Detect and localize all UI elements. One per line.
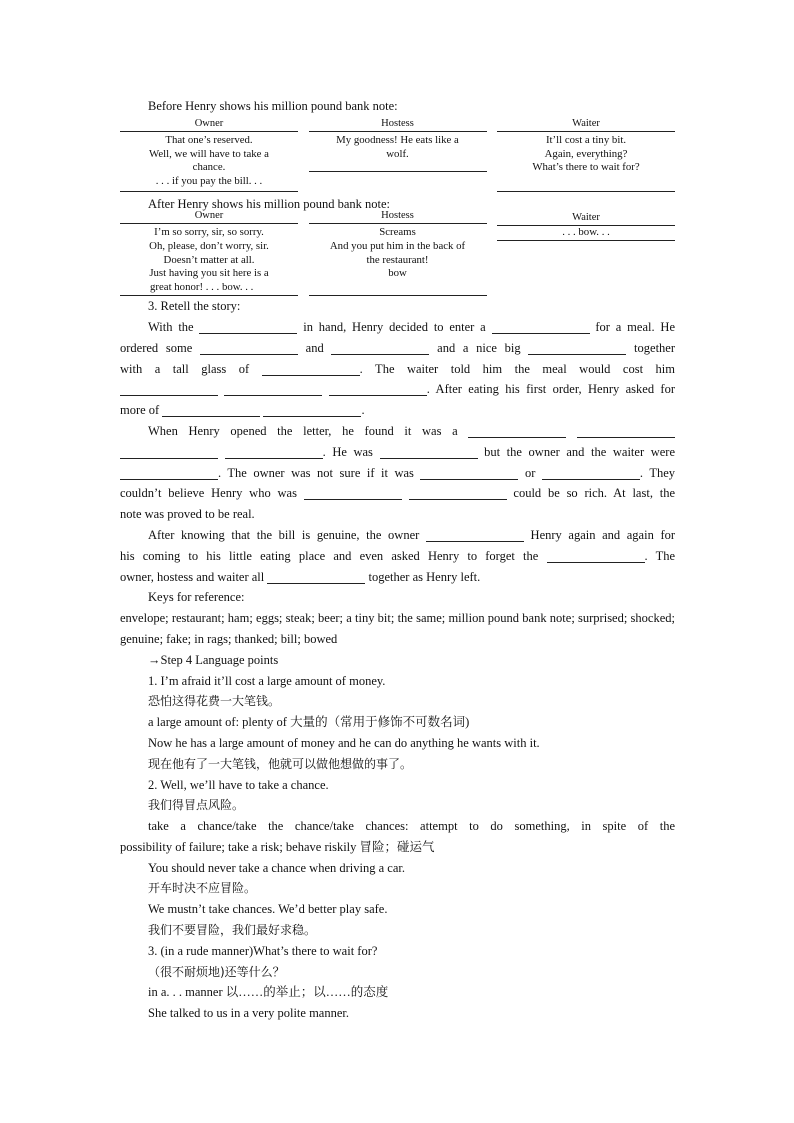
header-owner: Owner [194, 117, 224, 129]
after-waiter-line: . . . bow. . . [562, 225, 610, 238]
before-owner-col [120, 117, 298, 192]
rule [309, 171, 487, 172]
after-hostess-col [309, 209, 487, 296]
retell-line [120, 317, 675, 338]
retell-line [120, 525, 675, 546]
blank [547, 548, 645, 563]
before-waiter-line: What’s there to wait for? [532, 161, 640, 174]
header-hostess: Hostess [381, 209, 414, 221]
take-chance-def-2: possibility of failure; take a risk; behave riskily 冒险；碰运气 [120, 839, 435, 854]
after-owner-line: Doesn’t matter at all. [163, 253, 255, 266]
header-hostess: Hostess [381, 117, 414, 129]
blank [528, 340, 626, 355]
retell-line: note was proved to be real. [120, 507, 255, 522]
retell-text: . The owner was not sure if it was [218, 465, 414, 480]
header-waiter: Waiter [572, 117, 600, 129]
after-waiter-col [497, 209, 675, 296]
before-table [120, 117, 675, 192]
blank [329, 381, 427, 396]
before-waiter-col [497, 117, 675, 192]
step4-heading: →Step 4 Language points [148, 652, 279, 667]
before-hostess-col [309, 117, 487, 192]
rule [309, 295, 487, 296]
retell-text: together as Henry left. [368, 569, 481, 584]
retell-text: or [524, 465, 536, 480]
blank [426, 527, 524, 542]
blank [492, 319, 590, 334]
take-chance-def: take a chance/take the chance/take chances: attempt to do something, in spite of the [148, 819, 675, 834]
after-hostess-line: bow [388, 267, 407, 280]
before-owner-line: . . . if you pay the bill. . . [155, 175, 263, 188]
example-line: We mustn’t take chances. We’d better play safe. [148, 902, 388, 917]
blank [409, 485, 507, 500]
after-hostess-line: the restaurant! [366, 253, 429, 266]
example-line: in a. . . manner 以……的举止；以……的态度 [148, 985, 389, 1000]
blank [542, 465, 640, 480]
blank [420, 465, 518, 480]
header-owner: Owner [194, 209, 224, 221]
retell-line [120, 463, 675, 484]
retell-text: Henry again and again for [530, 527, 676, 542]
point-en: 2. Well, we’ll have to take a chance. [148, 777, 329, 792]
blank [263, 402, 361, 417]
retell-text: . After eating his first order, Henry asked for [426, 382, 676, 397]
retell-text: could be so rich. At last, the [513, 486, 676, 501]
before-owner-line: Well, we will have to take a [149, 147, 269, 160]
blank [199, 319, 297, 334]
before-hostess-line: wolf. [386, 147, 409, 160]
after-hostess-line: And you put him in the back of [329, 239, 466, 252]
retell-text: with a tall glass of [120, 361, 250, 376]
section-after-title: After Henry shows his million pound bank note: [148, 197, 390, 212]
blank [577, 423, 675, 438]
blank [267, 569, 365, 584]
retell-text: . The [644, 548, 675, 563]
blank [120, 444, 218, 459]
retell-text: . They [639, 465, 676, 480]
point-zh: 我们得冒点风险。 [148, 798, 245, 813]
retell-text: but the owner and the waiter were [484, 444, 675, 459]
retell-text: With the [148, 319, 194, 334]
retell-text: more of [120, 403, 160, 418]
blank [331, 340, 429, 355]
retell-text: When Henry opened the letter, he found it was a [148, 423, 458, 438]
example-line: 我们不要冒险，我们最好求稳。 [148, 923, 317, 938]
example-line: You should never take a chance when driving a car. [148, 860, 405, 875]
retell-text: . The waiter told him the meal would cost him [359, 361, 675, 376]
blank [225, 444, 323, 459]
before-hostess-line: My goodness! He eats like a [336, 133, 459, 146]
after-owner-line: I’m so sorry, sir, so sorry. [154, 225, 264, 238]
blank [224, 381, 322, 396]
point-zh: 恐怕这得花费一大笔钱。 [148, 694, 281, 709]
blank [304, 485, 402, 500]
before-waiter-line: Again, everything? [544, 147, 628, 160]
blank [262, 361, 360, 376]
retell-line [120, 421, 675, 442]
blank [120, 381, 218, 396]
retell-text: ordered some [120, 340, 193, 355]
retell-text: owner, hostess and waiter all [120, 569, 265, 584]
blank [200, 340, 298, 355]
after-owner-line: Oh, please, don’t worry, sir. [149, 239, 269, 252]
keys-text: envelope; restaurant; ham; eggs; steak; beer; a tiny bit; the same; million pound bank note; surprised; shocked; genuine; fake; in rags; thanked; bill; bowed [120, 611, 675, 646]
retell-text: and [305, 340, 324, 355]
example-line: 开车时决不应冒险。 [148, 881, 257, 896]
header-waiter: Waiter [572, 211, 600, 223]
document-page [120, 96, 675, 1024]
retell-line [120, 483, 675, 504]
example-line: She talked to us in a very polite manner. [148, 1006, 349, 1021]
section-before-title: Before Henry shows his million pound bank note: [148, 99, 398, 113]
retell-line [120, 379, 675, 400]
point-en: 1. I’m afraid it’ll cost a large amount of money. [148, 673, 386, 688]
point-en: Now he has a large amount of money and he can do anything he wants with it. [148, 735, 540, 750]
rule [497, 240, 675, 241]
after-table [120, 209, 675, 296]
example-line: （很不耐烦地)还等什么？ [148, 964, 285, 979]
example-line: 3. (in a rude manner)What’s there to wait for? [148, 943, 378, 958]
retell-line [120, 567, 675, 588]
retell-line [120, 400, 675, 421]
before-owner-line: chance. [192, 161, 226, 174]
rule [120, 191, 298, 192]
keys-title: Keys for reference: [148, 590, 245, 605]
blank [380, 444, 478, 459]
blank [120, 465, 218, 480]
retell-line [120, 546, 675, 567]
point-zh: 现在他有了一大笔钱，他就可以做他想做的事了。 [148, 756, 413, 771]
retell-line [120, 338, 675, 359]
rule [497, 191, 675, 192]
blank [162, 402, 260, 417]
retell-text: After knowing that the bill is genuine, the owner [148, 527, 420, 542]
retell-text: . [361, 403, 365, 418]
after-hostess-line: Screams [379, 225, 416, 238]
retell-text: . He was [322, 444, 373, 459]
retell-text: in hand, Henry decided to enter a [303, 319, 486, 334]
after-owner-col [120, 209, 298, 296]
blank [468, 423, 566, 438]
after-owner-line: great honor! . . . bow. . . [150, 281, 254, 294]
retell-title: 3. Retell the story: [148, 299, 241, 314]
retell-line [120, 359, 675, 380]
before-owner-line: That one’s reserved. [165, 133, 253, 146]
retell-text: his coming to his little eating place and even asked Henry to forget the [120, 548, 539, 563]
retell-line [120, 442, 675, 463]
before-waiter-line: It’ll cost a tiny bit. [545, 133, 627, 146]
point-en: a large amount of: plenty of 大量的（常用于修饰不可数名词) [148, 715, 470, 730]
retell-text: for a meal. He [595, 319, 675, 334]
retell-text: and a nice big [437, 340, 521, 355]
retell-text: couldn’t believe Henry who was [120, 486, 297, 501]
after-owner-line: Just having you sit here is a [149, 267, 269, 280]
retell-text: together [634, 340, 676, 355]
